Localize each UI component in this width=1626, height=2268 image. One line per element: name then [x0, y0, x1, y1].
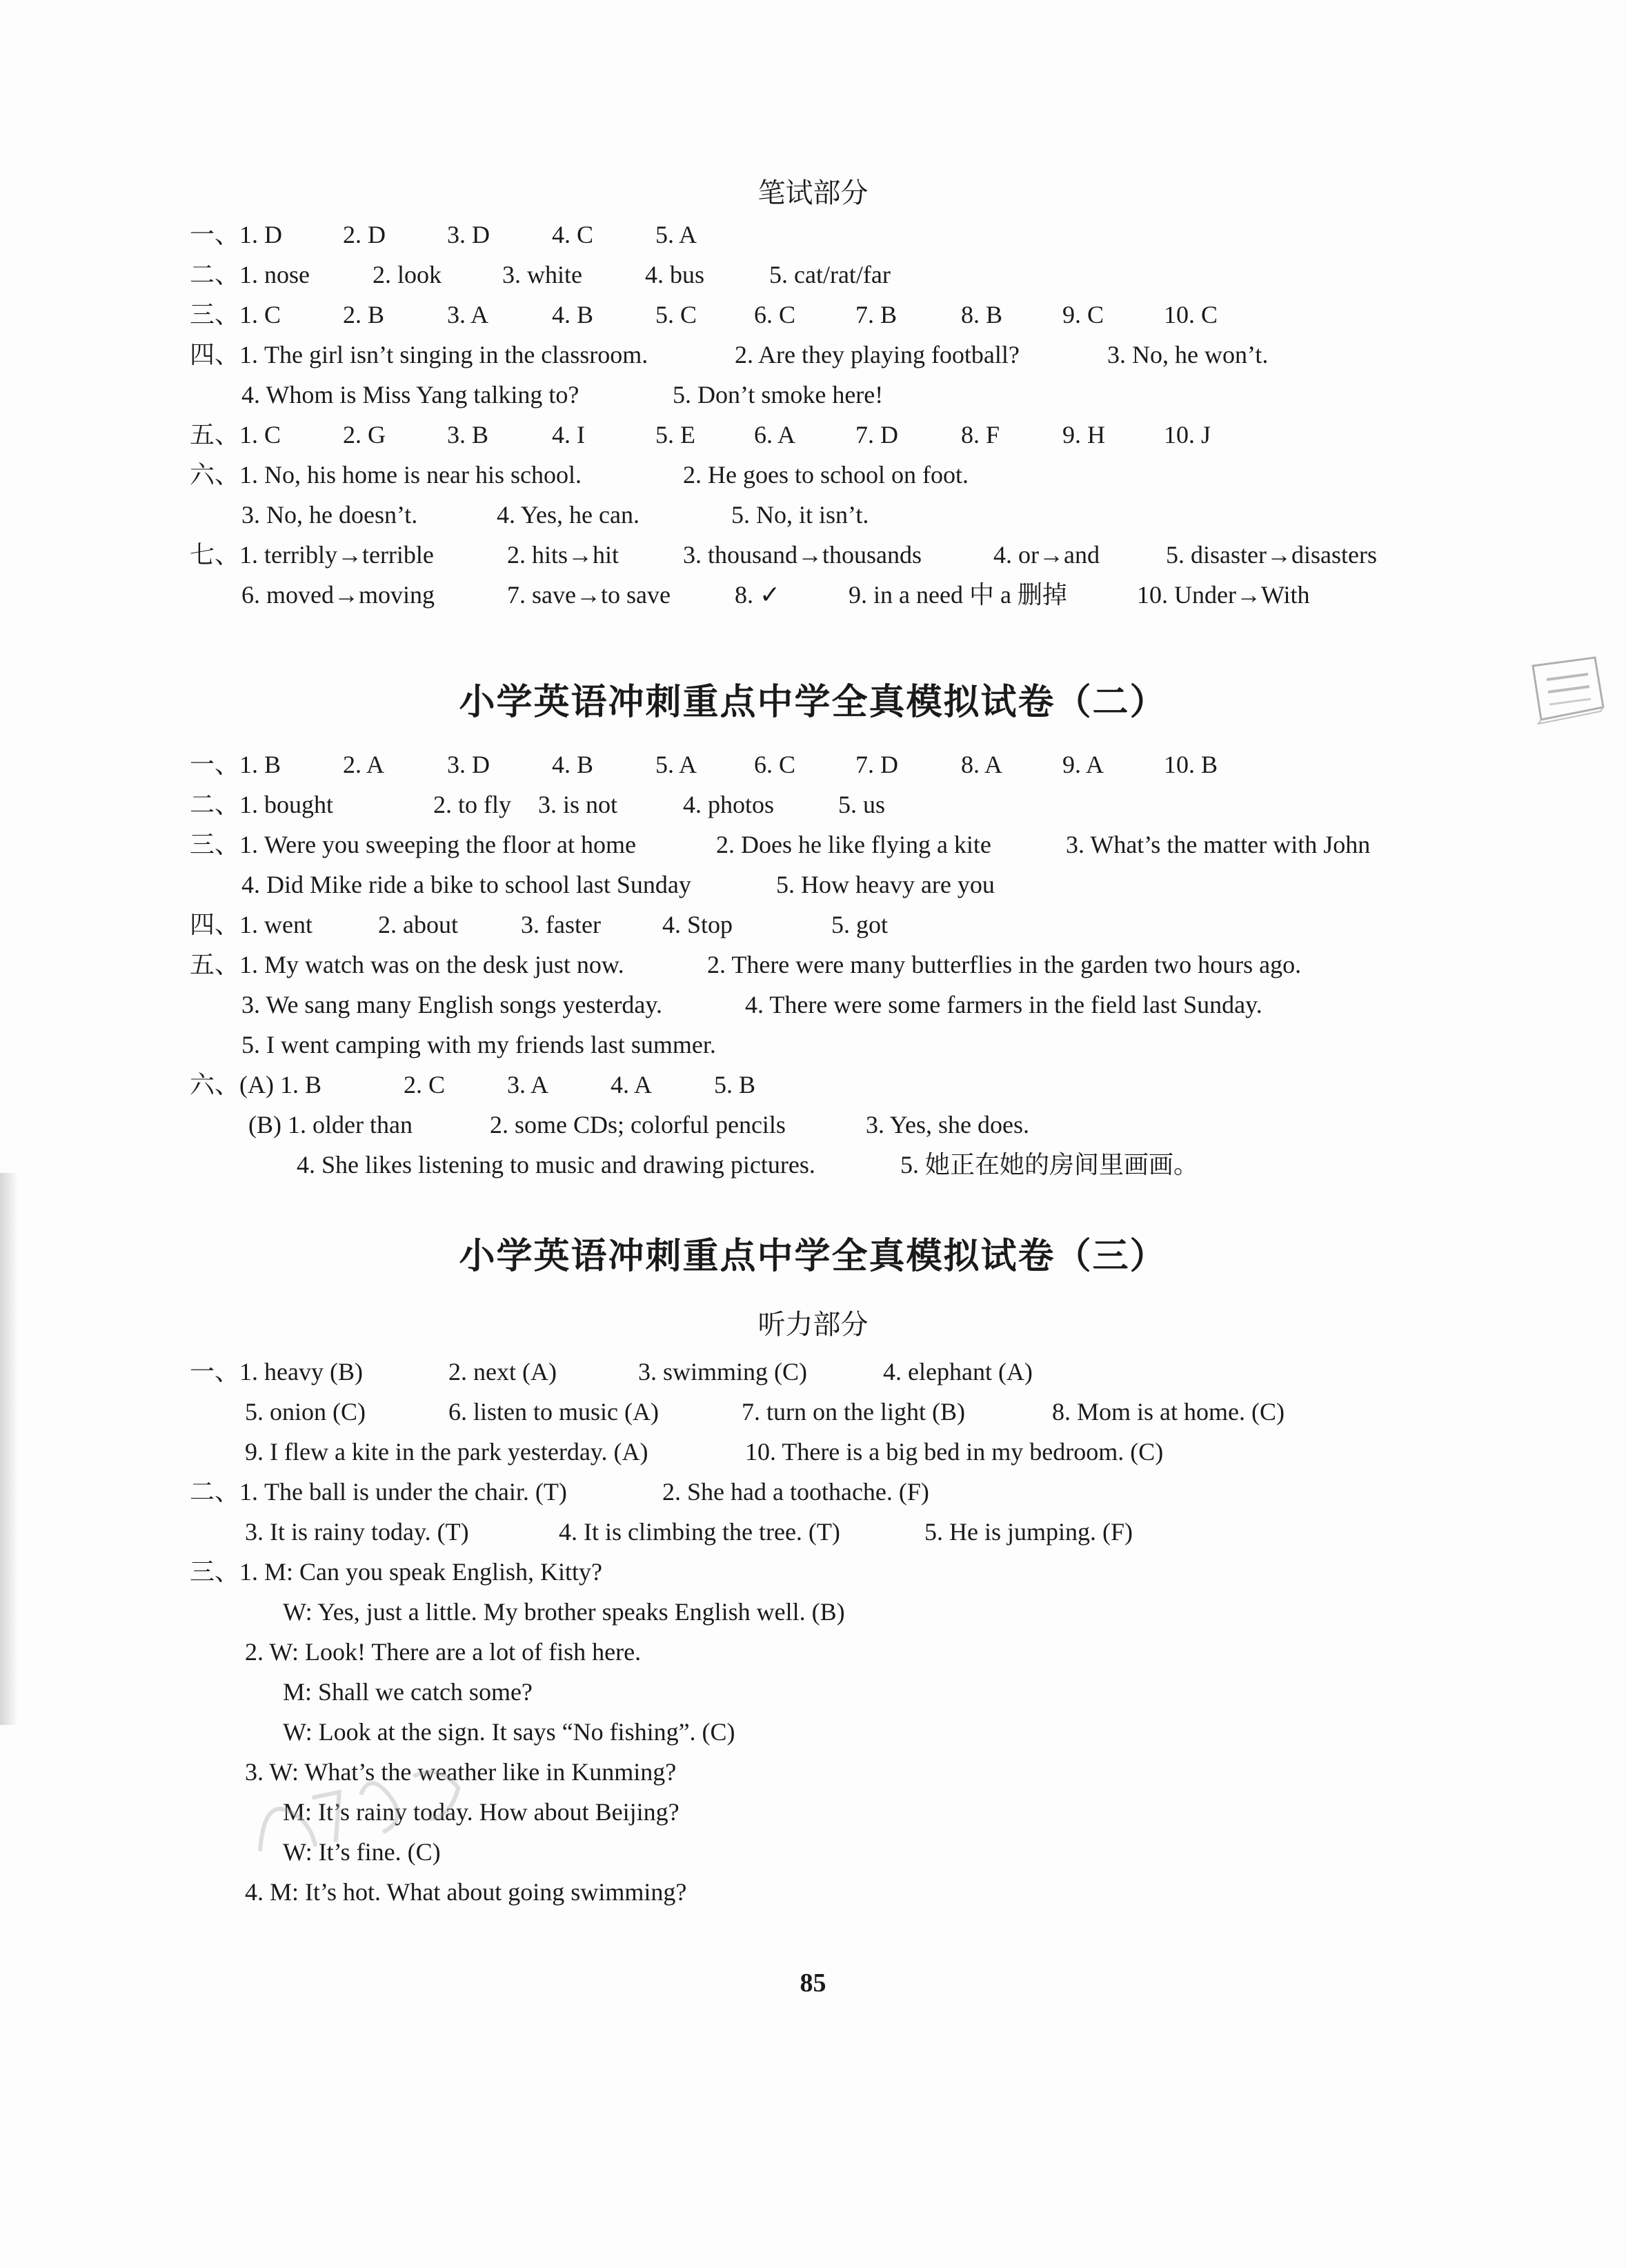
answer-item: 2. some CDs; colorful pencils: [490, 1111, 786, 1138]
answer-item: 10. Under→With: [1137, 581, 1310, 609]
answer-item: 三、1. Were you sweeping the floor at home: [190, 831, 636, 858]
answer-item: 6. listen to music (A): [448, 1398, 659, 1426]
answer-item: W: It’s fine. (C): [283, 1838, 441, 1866]
answer-item: 2. D: [343, 221, 386, 248]
answer-item: 3. We sang many English songs yesterday.: [241, 991, 663, 1018]
answer-item: 3. B: [447, 421, 489, 448]
answer-item: 4. elephant (A): [883, 1358, 1033, 1386]
answer-item: 4. or→and: [993, 541, 1100, 569]
answer-item: 一、1. heavy (B): [190, 1358, 363, 1386]
answer-item: 四、1. The girl isn’t singing in the classroom.: [190, 341, 648, 368]
answer-item: 七、1. terribly→terrible: [190, 541, 434, 569]
answer-item: 3. white: [502, 261, 582, 288]
answer-item: 5. How heavy are you: [776, 871, 995, 898]
answer-item: 4. She likes listening to music and drawing pictures.: [297, 1151, 815, 1179]
answer-item: 二、1. The ball is under the chair. (T): [190, 1478, 567, 1506]
answer-item: 3. What’s the matter with John: [1066, 831, 1371, 858]
answer-item: 5. A: [655, 221, 697, 248]
answer-item: 一、1. D: [190, 221, 282, 248]
answer-item: 9. C: [1062, 301, 1104, 328]
answer-item: 3. thousand→thousands: [683, 541, 922, 569]
answer-item: 3. No, he won’t.: [1107, 341, 1269, 368]
answer-item: 4. I: [552, 421, 585, 448]
answer-item: 5. B: [714, 1071, 756, 1098]
answer-item: 3. D: [447, 221, 490, 248]
answer-item: M: It’s rainy today. How about Beijing?: [283, 1798, 680, 1826]
answer-item: 6. C: [754, 301, 796, 328]
answer-item: 2. W: Look! There are a lot of fish here.: [245, 1638, 642, 1666]
answer-item: 3. It is rainy today. (T): [245, 1518, 469, 1546]
answer-item: 2. She had a toothache. (F): [662, 1478, 929, 1506]
answer-item: 2. There were many butterflies in the garden two hours ago.: [707, 951, 1302, 978]
answer-item: 五、1. My watch was on the desk just now.: [190, 951, 624, 978]
answer-item: 3. swimming (C): [638, 1358, 808, 1386]
answer-item: 3. D: [447, 751, 490, 778]
page-number: 85: [800, 1969, 826, 1998]
answer-item: 3. A: [447, 301, 489, 328]
answer-item: 2. C: [404, 1071, 446, 1098]
answer-item: 4. B: [552, 751, 594, 778]
section-title-listening: 听力部分: [757, 1309, 869, 1340]
answer-item: 6. A: [754, 421, 796, 448]
answer-item: 3. No, he doesn’t.: [241, 501, 418, 529]
exam-title-3: 小学英语冲刺重点中学全真模拟试卷（三）: [459, 1237, 1167, 1276]
answer-item: 4. Did Mike ride a bike to school last Sunday: [241, 871, 691, 898]
answer-item: 三、1. M: Can you speak English, Kitty?: [190, 1558, 602, 1586]
answer-item: 2. B: [343, 301, 385, 328]
answer-item: 8. A: [961, 751, 1003, 778]
answer-item: 三、1. C: [190, 301, 281, 328]
answer-item: 六、1. No, his home is near his school.: [190, 461, 582, 489]
answer-item: 4. There were some farmers in the field last Sunday.: [745, 991, 1262, 1018]
answer-item: 4. Yes, he can.: [497, 501, 640, 529]
answer-item: 六、(A) 1. B: [190, 1071, 321, 1098]
logo-stamp-icon: [1526, 652, 1609, 728]
answer-item: 5. disaster→disasters: [1166, 541, 1377, 569]
answer-item: 4. M: It’s hot. What about going swimming?: [245, 1878, 687, 1906]
answer-item: 8. Mom is at home. (C): [1052, 1398, 1285, 1426]
answer-item: 6. C: [754, 751, 796, 778]
answer-item: 二、1. nose: [190, 261, 310, 288]
answer-item: 2. He goes to school on foot.: [683, 461, 969, 489]
answer-item: 8. ✓: [735, 581, 781, 609]
answer-item: 7. D: [855, 751, 898, 778]
answer-item: 3. A: [507, 1071, 549, 1098]
answer-item: 2. Are they playing football?: [735, 341, 1020, 368]
section-title-written: 笔试部分: [757, 177, 869, 208]
answer-item: W: Yes, just a little. My brother speaks English well. (B): [283, 1598, 845, 1626]
answer-item: 5. A: [655, 751, 697, 778]
answer-item: 4. Stop: [662, 911, 733, 938]
answer-item: 10. J: [1164, 421, 1211, 448]
answer-item: 5. E: [655, 421, 695, 448]
answer-item: 9. in a need 中 a 删掉: [849, 581, 1067, 609]
answer-item: W: Look at the sign. It says “No fishing”. (C): [283, 1718, 735, 1746]
answer-item: 3. W: What’s the weather like in Kunming?: [245, 1758, 677, 1786]
answer-item: (B) 1. older than: [248, 1111, 413, 1138]
answer-item: 2. hits→hit: [507, 541, 619, 569]
answer-item: 4. Whom is Miss Yang talking to?: [241, 381, 579, 408]
answer-item: 5. onion (C): [245, 1398, 366, 1426]
answer-item: 4. C: [552, 221, 594, 248]
answer-item: 一、1. B: [190, 751, 281, 778]
answer-item: 5. cat/rat/far: [769, 261, 891, 288]
answer-item: 四、1. went: [190, 911, 313, 938]
answer-item: 2. G: [343, 421, 386, 448]
answer-item: 2. Does he like flying a kite: [716, 831, 991, 858]
answer-item: 5. No, it isn’t.: [731, 501, 869, 529]
answer-item: 3. Yes, she does.: [866, 1111, 1030, 1138]
answer-item: 4. bus: [645, 261, 705, 288]
answer-item: 4. It is climbing the tree. (T): [559, 1518, 840, 1546]
answer-item: 2. to fly: [433, 791, 511, 818]
answer-item: 5. 她正在她的房间里画画。: [900, 1151, 1199, 1179]
answer-item: 5. us: [838, 791, 886, 818]
answer-item: 7. turn on the light (B): [742, 1398, 965, 1426]
answer-item: 3. faster: [521, 911, 601, 938]
answer-item: M: Shall we catch some?: [283, 1678, 533, 1706]
answer-item: 五、1. C: [190, 421, 281, 448]
answer-item: 5. He is jumping. (F): [924, 1518, 1133, 1546]
answer-item: 9. H: [1062, 421, 1105, 448]
answer-item: 2. next (A): [448, 1358, 557, 1386]
answer-item: 9. I flew a kite in the park yesterday. (A): [245, 1438, 648, 1466]
answer-item: 2. A: [343, 751, 385, 778]
answer-item: 9. A: [1062, 751, 1104, 778]
answer-item: 2. look: [373, 261, 442, 288]
answer-item: 10. There is a big bed in my bedroom. (C): [745, 1438, 1164, 1466]
answer-item: 5. got: [831, 911, 889, 938]
answer-item: 2. about: [378, 911, 458, 938]
answer-item: 7. D: [855, 421, 898, 448]
answer-item: 3. is not: [538, 791, 618, 818]
answer-item: 6. moved→moving: [241, 581, 435, 609]
answer-item: 4. photos: [683, 791, 775, 818]
answer-item: 5. I went camping with my friends last summer.: [241, 1031, 716, 1058]
answer-item: 8. B: [961, 301, 1003, 328]
answer-item: 二、1. bought: [190, 791, 334, 818]
answer-item: 5. Don’t smoke here!: [673, 381, 884, 408]
answer-item: 4. A: [611, 1071, 653, 1098]
answer-item: 10. C: [1164, 301, 1218, 328]
answer-item: 10. B: [1164, 751, 1218, 778]
answer-item: 5. C: [655, 301, 697, 328]
answer-item: 4. B: [552, 301, 594, 328]
exam-title-2: 小学英语冲刺重点中学全真模拟试卷（二）: [459, 683, 1167, 722]
answer-item: 7. B: [855, 301, 898, 328]
answer-item: 7. save→to save: [507, 581, 671, 609]
answer-item: 8. F: [961, 421, 1000, 448]
